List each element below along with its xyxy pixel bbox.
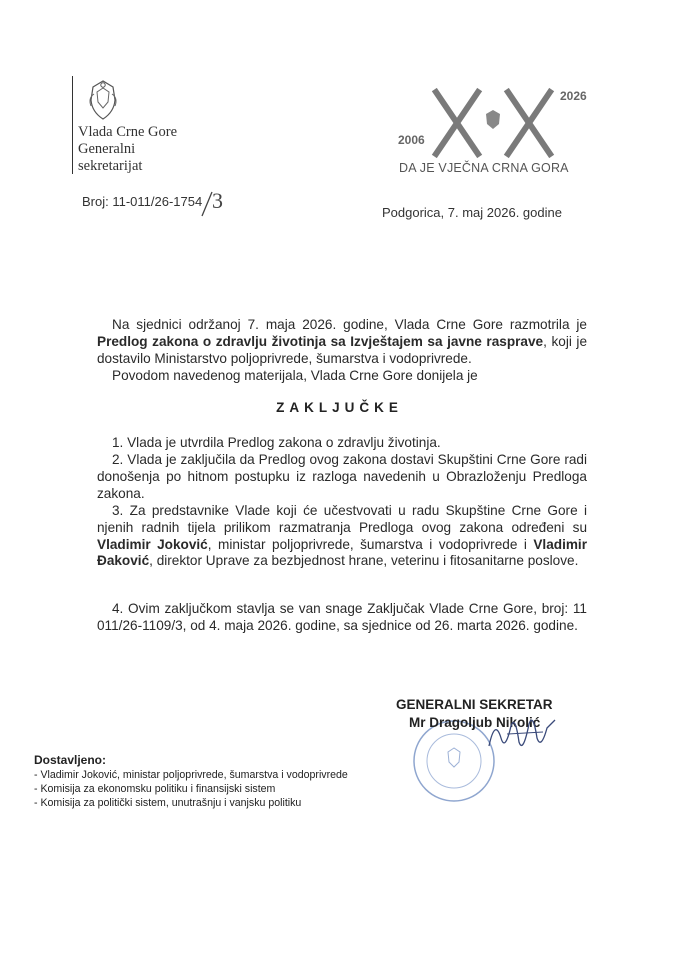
org-line: Generalni bbox=[78, 141, 136, 157]
distribution-list bbox=[34, 768, 348, 810]
logo-year-start: 2006 bbox=[398, 133, 425, 147]
slogan: DA JE VJEČNA CRNA GORA bbox=[399, 161, 569, 175]
conclusion-text: , ministar poljoprivrede, šumarstva i vodoprivrede i bbox=[207, 536, 534, 552]
conclusion-text: 3. Za predstavnike Vlade koji će učestvovati u radu Skupštine Crne Gore i njenih radnih tijela prilikom razmatranja Predloga ovog zakona određeni su bbox=[97, 503, 587, 535]
logo-year-end: 2026 bbox=[560, 89, 587, 103]
conclusion-1: 1. Vlada je utvrdila Predlog zakona o zdravlju životinja. bbox=[112, 435, 441, 450]
section-heading: ZAKLJUČKE bbox=[276, 400, 403, 415]
handwritten-signature bbox=[485, 708, 565, 758]
representative-name: Vladimir Đaković bbox=[97, 536, 587, 569]
reference-number: Broj: 11-011/26-1754 bbox=[82, 194, 203, 209]
signatory-title: GENERALNI SEKRETAR bbox=[396, 697, 553, 712]
representative-name: Vladimir Joković bbox=[97, 536, 208, 552]
conclusion-text: , direktor Uprave za bezbjednost hrane, veterinu i fitosanitarne poslove. bbox=[149, 553, 579, 569]
conclusion-2: 2. Vlada je zaključila da Predlog ovog zakona dostavi Skupštini Crne Gore radi donošenja po hitnom postupku iz razloga navedenih u Obrazloženju Predloga zakona. bbox=[97, 452, 587, 501]
header-divider bbox=[72, 76, 73, 174]
list-item: - Vladimir Joković, ministar poljoprivrede, šumarstva i vodoprivrede bbox=[34, 769, 348, 781]
organization-name bbox=[78, 124, 177, 175]
document-date: Podgorica, 7. maj 2026. godine bbox=[382, 205, 562, 220]
intro-paragraph bbox=[97, 317, 587, 367]
list-item: - Komisija za ekonomsku politiku i finansijski sistem bbox=[34, 783, 276, 795]
law-title: Predlog zakona o zdravlju životinja sa Izvještajem sa javne rasprave bbox=[97, 333, 544, 349]
list-item: - Komisija za politički sistem, unutrašnju i vanjsku politiku bbox=[34, 797, 302, 809]
signatory-name: Mr Dragoljub Nikolić bbox=[409, 715, 541, 730]
conclusion-4: 4. Ovim zaključkom stavlja se van snage Zaključak Vlade Crne Gore, broj: 11 011/26-1109/3, od 4. maja 2026. godine, sa sjednice od 26. marta 2026. godine. bbox=[97, 601, 587, 633]
org-line: Vlada Crne Gore bbox=[78, 124, 178, 140]
intro-text: Na sjednici održanoj 7. maja 2026. godine, Vlada Crne Gore razmotrila je bbox=[112, 317, 587, 332]
conclusion-3 bbox=[97, 503, 587, 570]
org-line: sekretarijat bbox=[78, 158, 143, 174]
intro-paragraph-2: Povodom navedenog materijala, Vlada Crne Gore donijela je bbox=[112, 368, 478, 383]
intro-text: , koji je dostavilo Ministarstvo poljoprivrede, šumarstva i vodoprivrede. bbox=[97, 333, 588, 366]
coat-of-arms-icon bbox=[82, 78, 124, 122]
handwritten-number: 3 bbox=[212, 188, 223, 213]
distribution-title: Dostavljeno: bbox=[34, 753, 107, 767]
